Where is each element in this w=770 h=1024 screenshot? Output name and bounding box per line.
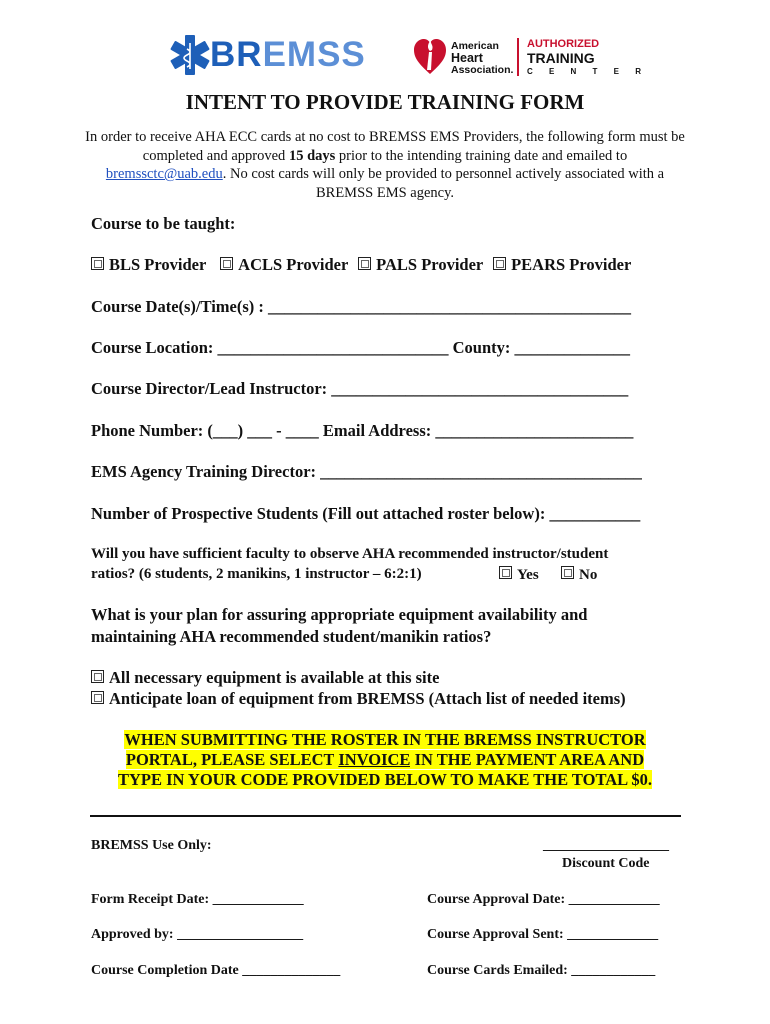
bremss-wordmark-suffix: EMSS xyxy=(262,35,366,74)
notice-invoice: INVOICE xyxy=(338,750,411,769)
checkbox-icon xyxy=(91,257,104,270)
logo-divider xyxy=(517,38,519,76)
aha-line-3: Association. xyxy=(451,64,514,76)
option-acls-label: ACLS Provider xyxy=(238,255,349,274)
faculty-yes-label: Yes xyxy=(517,567,539,583)
aha-line-1: American xyxy=(451,40,499,52)
equipment-option-loan-label: Anticipate loan of equipment from BREMSS (Attach list of needed items) xyxy=(109,689,626,708)
checkbox-icon xyxy=(561,566,574,579)
intro-text-3: . No cost cards will only be provided to personnel actively associated with a BREMSS EMS agency. xyxy=(222,166,665,201)
course-director-field[interactable]: Course Director/Lead Instructor: ____________________________________ xyxy=(91,379,629,398)
center-label: C E N T E R xyxy=(527,67,649,76)
heart-torch-icon xyxy=(413,36,447,76)
aha-line-2: Heart xyxy=(451,51,483,65)
checkbox-icon xyxy=(358,257,371,270)
discount-code-label: Discount Code xyxy=(562,856,650,871)
faculty-yes[interactable] xyxy=(499,566,539,584)
section-divider xyxy=(90,815,681,817)
option-pears[interactable] xyxy=(493,255,631,274)
form-receipt-date-field[interactable]: Form Receipt Date: _____________ xyxy=(91,892,304,907)
prospective-students-field[interactable]: Number of Prospective Students (Fill out attached roster below): ___________ xyxy=(91,504,641,523)
course-completion-date-field[interactable]: Course Completion Date ______________ xyxy=(91,963,341,978)
course-cards-emailed-field[interactable]: Course Cards Emailed: ____________ xyxy=(427,963,656,978)
checkbox-icon xyxy=(91,691,104,704)
faculty-question-line-2: ratios? (6 students, 2 manikins, 1 instructor – 6:2:1) xyxy=(91,566,422,582)
star-of-life-icon xyxy=(168,33,212,77)
option-pears-label: PEARS Provider xyxy=(511,255,632,274)
notice-line-2a: PORTAL, PLEASE SELECT xyxy=(125,750,335,769)
course-approval-date-field[interactable]: Course Approval Date: _____________ xyxy=(427,892,660,907)
course-location-field[interactable]: Course Location: ____________________________ County: ______________ xyxy=(91,338,630,357)
notice-line-1: WHEN SUBMITTING THE ROSTER IN THE BREMSS INSTRUCTOR xyxy=(124,730,646,749)
bremss-wordmark xyxy=(210,35,366,75)
equipment-question-line-1: What is your plan for assuring appropriate equipment availability and xyxy=(91,605,588,624)
equipment-question-line-2: maintaining AHA recommended student/manikin ratios? xyxy=(91,627,492,646)
course-dates-field[interactable]: Course Date(s)/Time(s) : ____________________________________________ xyxy=(91,297,632,316)
faculty-no-label: No xyxy=(579,567,598,583)
option-bls-label: BLS Provider xyxy=(109,255,207,274)
notice-line-2c: IN THE PAYMENT AREA AND xyxy=(414,750,645,769)
checkbox-icon xyxy=(493,257,506,270)
aha-name xyxy=(451,40,513,76)
option-pals-label: PALS Provider xyxy=(376,255,483,274)
faculty-question-line-1: Will you have sufficient faculty to observe AHA recommended instructor/student xyxy=(91,546,609,562)
agency-training-director-field[interactable]: EMS Agency Training Director: _______________________________________ xyxy=(91,462,642,481)
bremss-use-only-label: BREMSS Use Only: xyxy=(91,838,212,853)
faculty-no[interactable] xyxy=(561,566,597,584)
checkbox-icon xyxy=(91,670,104,683)
invoice-notice xyxy=(96,730,674,790)
equipment-option-available-label: All necessary equipment is available at this site xyxy=(109,668,440,687)
course-approval-sent-field[interactable]: Course Approval Sent: _____________ xyxy=(427,927,659,942)
bremss-wordmark-prefix: BR xyxy=(210,35,263,74)
intro-text-1: In order to receive AHA ECC cards at no cost to BREMSS EMS Providers, the following form must be completed and approved xyxy=(85,129,685,164)
equipment-option-loan[interactable] xyxy=(91,689,626,709)
phone-email-field[interactable]: Phone Number: (___) ___ - ____ Email Address: ________________________ xyxy=(91,421,634,440)
course-options xyxy=(91,255,631,275)
intro-paragraph xyxy=(82,128,688,202)
option-acls[interactable] xyxy=(220,255,348,274)
option-bls[interactable] xyxy=(91,255,206,274)
discount-code-line[interactable]: __________________ xyxy=(543,838,669,853)
intro-text-2: prior to the intending training date and emailed to xyxy=(338,147,628,164)
intro-days: 15 days xyxy=(288,147,336,164)
email-link[interactable]: bremssctc@uab.edu xyxy=(105,166,223,182)
checkbox-icon xyxy=(499,566,512,579)
training-label: TRAINING xyxy=(527,50,595,66)
option-pals[interactable] xyxy=(358,255,483,274)
checkbox-icon xyxy=(220,257,233,270)
equipment-option-available[interactable] xyxy=(91,668,439,688)
course-label: Course to be taught: xyxy=(91,214,236,233)
notice-line-3: TYPE IN YOUR CODE PROVIDED BELOW TO MAKE THE TOTAL $0. xyxy=(117,770,653,789)
form-title: INTENT TO PROVIDE TRAINING FORM xyxy=(185,90,585,114)
authorized-label: AUTHORIZED xyxy=(527,38,600,50)
approved-by-field[interactable]: Approved by: __________________ xyxy=(91,927,304,942)
